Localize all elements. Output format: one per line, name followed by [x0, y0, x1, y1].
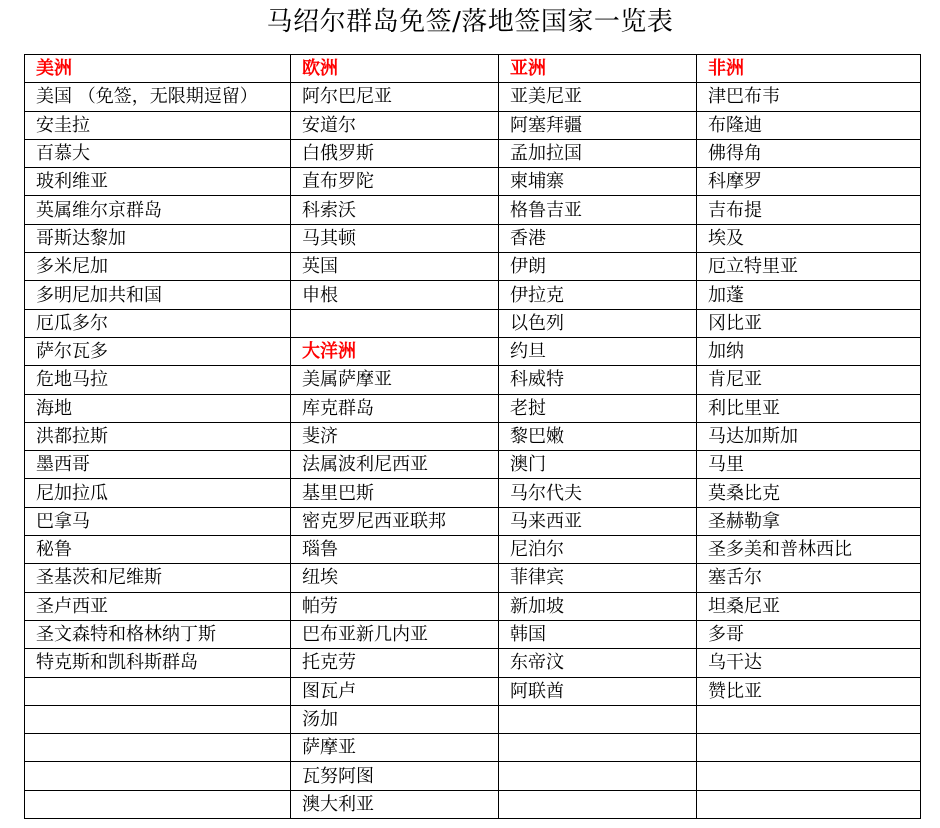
table-cell-americas: 圣基茨和尼维斯	[25, 564, 291, 592]
table-row	[25, 734, 921, 762]
table-row	[25, 394, 921, 422]
table-cell-europe: 阿尔巴尼亚	[291, 83, 499, 111]
table-row	[25, 451, 921, 479]
table-cell-americas: 玻利维亚	[25, 168, 291, 196]
visa-table	[24, 54, 921, 819]
table-row	[25, 790, 921, 818]
table-cell-africa: 布隆迪	[697, 111, 921, 139]
table-cell-europe: 萨摩亚	[291, 734, 499, 762]
table-cell-americas: 厄瓜多尔	[25, 309, 291, 337]
table-cell-europe: 美属萨摩亚	[291, 366, 499, 394]
table-row	[25, 649, 921, 677]
table-cell-americas: 英属维尔京群岛	[25, 196, 291, 224]
table-row	[25, 507, 921, 535]
table-cell-asia: 约旦	[499, 337, 697, 365]
table-cell-africa: 圣多美和普林西比	[697, 536, 921, 564]
table-cell-asia	[499, 705, 697, 733]
table-cell-americas: 安圭拉	[25, 111, 291, 139]
table-cell-americas: 美国 （免签，无限期逗留）	[25, 83, 291, 111]
table-cell-asia	[499, 762, 697, 790]
table-cell-americas: 哥斯达黎加	[25, 224, 291, 252]
table-cell-asia	[499, 734, 697, 762]
table-cell-europe: 帕劳	[291, 592, 499, 620]
table-cell-americas: 巴拿马	[25, 507, 291, 535]
table-cell-europe: 直布罗陀	[291, 168, 499, 196]
table-row	[25, 479, 921, 507]
table-cell-europe: 科索沃	[291, 196, 499, 224]
page-title: 马绍尔群岛免签/落地签国家一览表	[266, 7, 674, 37]
table-cell-asia: 香港	[499, 224, 697, 252]
table-row	[25, 677, 921, 705]
table-cell-africa: 赞比亚	[697, 677, 921, 705]
table-body	[25, 55, 921, 819]
table-row	[25, 592, 921, 620]
table-cell-asia: 尼泊尔	[499, 536, 697, 564]
table-row	[25, 168, 921, 196]
table-cell-asia: 孟加拉国	[499, 139, 697, 167]
table-cell-europe: 图瓦卢	[291, 677, 499, 705]
table-cell-americas	[25, 790, 291, 818]
table-row	[25, 762, 921, 790]
table-cell-americas: 海地	[25, 394, 291, 422]
table-header-row	[25, 55, 921, 83]
table-cell-europe: 申根	[291, 281, 499, 309]
table-row	[25, 253, 921, 281]
table-cell-europe: 库克群岛	[291, 394, 499, 422]
table-cell-africa: 佛得角	[697, 139, 921, 167]
table-cell-asia	[499, 790, 697, 818]
table-cell-asia: 伊朗	[499, 253, 697, 281]
table-cell-asia: 亚美尼亚	[499, 83, 697, 111]
table-cell-americas: 墨西哥	[25, 451, 291, 479]
table-cell-africa: 津巴布韦	[697, 83, 921, 111]
table-cell-americas: 洪都拉斯	[25, 422, 291, 450]
table-cell-europe: 汤加	[291, 705, 499, 733]
table-cell-asia: 阿塞拜疆	[499, 111, 697, 139]
table-row	[25, 281, 921, 309]
table-cell-europe: 托克劳	[291, 649, 499, 677]
table-cell-asia: 黎巴嫩	[499, 422, 697, 450]
table-cell-africa: 马里	[697, 451, 921, 479]
table-cell-asia: 菲律宾	[499, 564, 697, 592]
table-cell-europe: 澳大利亚	[291, 790, 499, 818]
table-cell-asia: 阿联酋	[499, 677, 697, 705]
table-cell-africa: 马达加斯加	[697, 422, 921, 450]
table-row	[25, 196, 921, 224]
table-cell-asia: 马来西亚	[499, 507, 697, 535]
table-cell-africa: 吉布提	[697, 196, 921, 224]
table-cell-europe: 法属波利尼西亚	[291, 451, 499, 479]
table-cell-europe: 英国	[291, 253, 499, 281]
table-cell-americas: 多米尼加	[25, 253, 291, 281]
table-cell-americas: 特克斯和凯科斯群岛	[25, 649, 291, 677]
table-cell-africa: 圣赫勒拿	[697, 507, 921, 535]
table-cell-americas	[25, 705, 291, 733]
table-row	[25, 422, 921, 450]
table-cell-europe: 安道尔	[291, 111, 499, 139]
table-row	[25, 111, 921, 139]
table-cell-africa: 肯尼亚	[697, 366, 921, 394]
table-cell-africa	[697, 734, 921, 762]
table-cell-europe: 瓦努阿图	[291, 762, 499, 790]
table-cell-africa	[697, 790, 921, 818]
table-cell-europe: 密克罗尼西亚联邦	[291, 507, 499, 535]
table-cell-asia: 科威特	[499, 366, 697, 394]
table-cell-africa	[697, 705, 921, 733]
table-cell-europe: 巴布亚新几内亚	[291, 620, 499, 648]
region-heading-europe: 欧洲	[291, 55, 499, 83]
table-cell-africa	[697, 762, 921, 790]
table-cell-asia: 格鲁吉亚	[499, 196, 697, 224]
region-heading-americas: 美洲	[25, 55, 291, 83]
region-heading-africa: 非洲	[697, 55, 921, 83]
table-cell-asia: 澳门	[499, 451, 697, 479]
region-heading-asia: 亚洲	[499, 55, 697, 83]
table-cell-africa: 厄立特里亚	[697, 253, 921, 281]
table-cell-africa: 坦桑尼亚	[697, 592, 921, 620]
table-cell-africa: 利比里亚	[697, 394, 921, 422]
table-row	[25, 224, 921, 252]
table-cell-europe: 斐济	[291, 422, 499, 450]
table-cell-europe: 白俄罗斯	[291, 139, 499, 167]
table-cell-asia: 新加坡	[499, 592, 697, 620]
table-cell-americas: 萨尔瓦多	[25, 337, 291, 365]
table-cell-americas	[25, 677, 291, 705]
table-row	[25, 564, 921, 592]
table-cell-asia: 东帝汶	[499, 649, 697, 677]
table-cell-africa: 乌干达	[697, 649, 921, 677]
table-cell-africa: 科摩罗	[697, 168, 921, 196]
table-cell-africa: 加纳	[697, 337, 921, 365]
table-row	[25, 83, 921, 111]
table-cell-americas: 尼加拉瓜	[25, 479, 291, 507]
table-cell-asia: 以色列	[499, 309, 697, 337]
table-cell-americas: 危地马拉	[25, 366, 291, 394]
table-row	[25, 366, 921, 394]
table-row	[25, 337, 921, 365]
table-cell-asia: 韩国	[499, 620, 697, 648]
table-cell-europe: 基里巴斯	[291, 479, 499, 507]
table-cell-africa: 埃及	[697, 224, 921, 252]
table-cell-americas: 圣文森特和格林纳丁斯	[25, 620, 291, 648]
table-cell-americas	[25, 734, 291, 762]
table-cell-asia: 柬埔寨	[499, 168, 697, 196]
table-cell-africa: 塞舌尔	[697, 564, 921, 592]
table-cell-africa: 冈比亚	[697, 309, 921, 337]
table-cell-americas: 圣卢西亚	[25, 592, 291, 620]
region-heading-europe: 大洋洲	[291, 337, 499, 365]
table-row	[25, 536, 921, 564]
table-cell-americas: 百慕大	[25, 139, 291, 167]
table-cell-americas	[25, 762, 291, 790]
table-cell-asia: 老挝	[499, 394, 697, 422]
table-row	[25, 309, 921, 337]
table-cell-americas: 多明尼加共和国	[25, 281, 291, 309]
table-cell-asia: 伊拉克	[499, 281, 697, 309]
table-cell-americas: 秘鲁	[25, 536, 291, 564]
table-row	[25, 139, 921, 167]
table-cell-europe: 瑙鲁	[291, 536, 499, 564]
table-cell-europe	[291, 309, 499, 337]
table-cell-africa: 莫桑比克	[697, 479, 921, 507]
table-row	[25, 620, 921, 648]
table-cell-africa: 多哥	[697, 620, 921, 648]
table-cell-asia: 马尔代夫	[499, 479, 697, 507]
table-cell-africa: 加蓬	[697, 281, 921, 309]
table-cell-europe: 纽埃	[291, 564, 499, 592]
table-row	[25, 705, 921, 733]
table-cell-europe: 马其顿	[291, 224, 499, 252]
